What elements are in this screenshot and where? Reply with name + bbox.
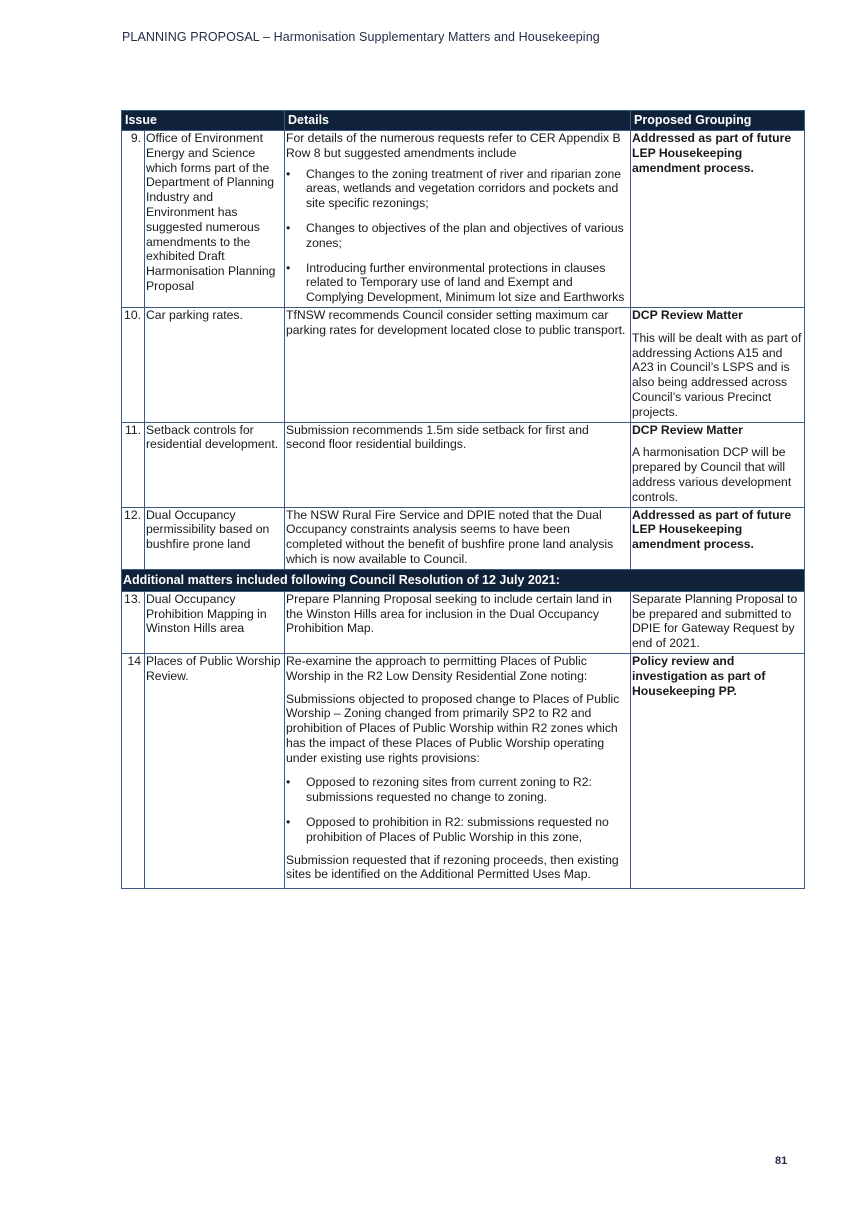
row-details: The NSW Rural Fire Service and DPIE noted that the Dual Occupancy constraints analysis seems to have been completed without the benefit of bushfire prone land analysis which is now available to Council. <box>285 507 631 569</box>
row-issue: Places of Public Worship Review. <box>145 653 285 888</box>
section-heading-row <box>122 569 805 591</box>
bullet-text: Opposed to rezoning sites from current zoning to R2: submissions requested no change to zoning. <box>306 775 592 805</box>
bullet-text: Opposed to prohibition in R2: submissions requested no prohibition of Places of Public Worship in this zone, <box>306 815 609 844</box>
table-row <box>122 653 805 888</box>
row-number: 11. <box>122 422 145 507</box>
bullet-text: Changes to objectives of the plan and objectives of various zones; <box>306 220 624 250</box>
bullet-icon: • <box>286 260 291 275</box>
list-item <box>286 167 629 211</box>
row-details: Submission recommends 1.5m side setback for first and second floor residential buildings. <box>285 422 631 507</box>
table-row <box>122 507 805 569</box>
section-heading: Additional matters included following Council Resolution of 12 July 2021: <box>122 569 805 591</box>
row-details: Prepare Planning Proposal seeking to include certain land in the Winston Hills area for inclusion in the Dual Occupancy Prohibition Map. <box>285 591 631 653</box>
row-details <box>285 653 631 888</box>
grouping-heading: DCP Review Matter <box>632 307 743 322</box>
row-issue: Dual Occupancy permissibility based on bushfire prone land <box>145 507 285 569</box>
table-header-row <box>122 111 805 131</box>
details-bullet-list <box>286 167 629 305</box>
row-details: TfNSW recommends Council consider setting maximum car parking rates for development located close to public transport. <box>285 307 631 422</box>
details-bullet-list <box>286 775 629 844</box>
row-grouping: Policy review and investigation as part of Housekeeping PP. <box>631 653 805 888</box>
row-details <box>285 131 631 308</box>
bullet-icon: • <box>286 220 291 235</box>
table-row <box>122 591 805 653</box>
row-grouping <box>631 307 805 422</box>
bullet-icon: • <box>286 166 291 181</box>
row-number: 10. <box>122 307 145 422</box>
row-grouping: Addressed as part of future LEP Housekeeping amendment process. <box>631 507 805 569</box>
list-item <box>286 815 629 845</box>
details-intro: For details of the numerous requests refer to CER Appendix B Row 8 but suggested amendments include <box>286 131 621 160</box>
details-outro: Submission requested that if rezoning proceeds, then existing sites be identified on the Additional Permitted Uses Map. <box>286 852 619 882</box>
list-item <box>286 261 629 305</box>
bullet-icon: • <box>286 775 291 790</box>
document-header: PLANNING PROPOSAL – Harmonisation Supplementary Matters and Housekeeping <box>122 30 600 44</box>
row-number: 9. <box>122 131 145 308</box>
grouping-heading: DCP Review Matter <box>632 422 743 437</box>
row-number: 14 <box>122 653 145 888</box>
page-number: 81 <box>775 1155 788 1167</box>
grouping-text: A harmonisation DCP will be prepared by Council that will address various development controls. <box>632 445 792 504</box>
grouping-text: This will be dealt with as part of addressing Actions A15 and A23 in Council’s LSPS and is also being addressed across Council’s various Precinct projects. <box>632 330 802 419</box>
row-issue: Dual Occupancy Prohibition Mapping in Winston Hills area <box>145 591 285 653</box>
table-row <box>122 307 805 422</box>
details-paragraph: Submissions objected to proposed change to Places of Public Worship – Zoning changed from primarily SP2 to R2 and prohibition of Places of Public Worship within R2 zones which has the impact of these Places of Public Worship operating under existing use rights provisions: <box>286 691 620 765</box>
table-row <box>122 131 805 308</box>
row-grouping <box>631 422 805 507</box>
row-number: 12. <box>122 507 145 569</box>
list-item <box>286 775 629 805</box>
row-issue: Office of Environment Energy and Science which forms part of the Department of Planning Industry and Environment has suggested numerous amendments to the exhibited Draft Harmonisation Planning Proposal <box>145 131 285 308</box>
header-details: Details <box>285 111 631 131</box>
row-issue: Car parking rates. <box>145 307 285 422</box>
row-grouping: Addressed as part of future LEP Housekeeping amendment process. <box>631 131 805 308</box>
row-grouping: Separate Planning Proposal to be prepared and submitted to DPIE for Gateway Request by end of 2021. <box>631 591 805 653</box>
details-intro: Re-examine the approach to permitting Places of Public Worship in the R2 Low Density Residential Zone noting: <box>286 653 588 683</box>
table-row <box>122 422 805 507</box>
bullet-icon: • <box>286 815 291 830</box>
row-number: 13. <box>122 591 145 653</box>
header-grouping: Proposed Grouping <box>631 111 805 131</box>
list-item <box>286 221 629 251</box>
issues-table <box>121 110 805 889</box>
bullet-text: Introducing further environmental protections in clauses related to Temporary use of land and Exempt and Complying Development, Minimum lot size and Earthworks <box>306 260 625 305</box>
row-issue: Setback controls for residential development. <box>145 422 285 507</box>
header-issue: Issue <box>122 111 285 131</box>
bullet-text: Changes to the zoning treatment of river and riparian zone areas, wetlands and vegetation corridors and pockets and site specific rezonings; <box>306 166 622 211</box>
